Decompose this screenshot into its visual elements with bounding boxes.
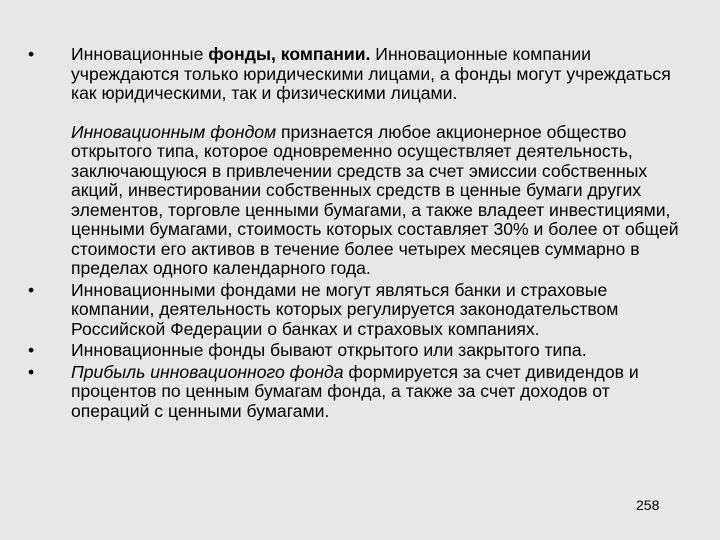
bullet-item-funds-companies: [28, 45, 693, 279]
bullet-item-restrictions: [28, 281, 693, 340]
bullet-item-fund-types: [28, 341, 693, 361]
paragraph-profit: [71, 363, 693, 422]
bullet-icon: •: [28, 340, 35, 360]
page-number: 258: [636, 497, 660, 513]
paragraph-definition-founders: [71, 45, 693, 104]
paragraph-restrictions: Инновационными фондами не могут являться банки и страховые компании, деятельность которых регулируется законодательством Российской Федерации о банках и страховых компаниях.: [71, 279, 619, 339]
bullet-item-profit: [28, 363, 693, 422]
text-body: формируется за счет дивидендов и процентов по ценным бумагам фонда, а также за счет доходов от операций с ценными бумагами.: [71, 361, 639, 421]
paragraph-fund-types: Инновационные фонды бывают открытого или закрытого типа.: [71, 340, 587, 360]
slide-content: [28, 45, 693, 421]
text-italic-term: Прибыль инновационного фонда: [71, 361, 344, 382]
paragraph-definition-fund: [71, 123, 693, 279]
text-body: признается любое акционерное общество открытого типа, которое одновременно осуществляет деятельность, заключающуюся в привлечении средств за счет эмиссии собственных акций, инвестировании собственных средств в ценные бумаги других элементов, торговле ценными бумагами, а также владеет инвестициями, ценными бумагами, стоимость которых составляет 30% и более от общей стоимости его активов в течение более четырех месяцев суммарно в пределах одного календарного года.: [71, 121, 679, 278]
bullet-icon: •: [28, 279, 35, 300]
text-bold-term: фонды, компании.: [208, 44, 371, 64]
text-italic-term: Инновационным фондом: [71, 121, 277, 142]
text-lead: Инновационные: [71, 44, 209, 64]
text-body: Инновационные компании учреждаются только юридическими лицами, а фонды могут учреждаться как юридическими, так и физическими лицами.: [71, 44, 671, 103]
bullet-icon: •: [28, 44, 35, 64]
bullet-icon: •: [28, 361, 35, 382]
